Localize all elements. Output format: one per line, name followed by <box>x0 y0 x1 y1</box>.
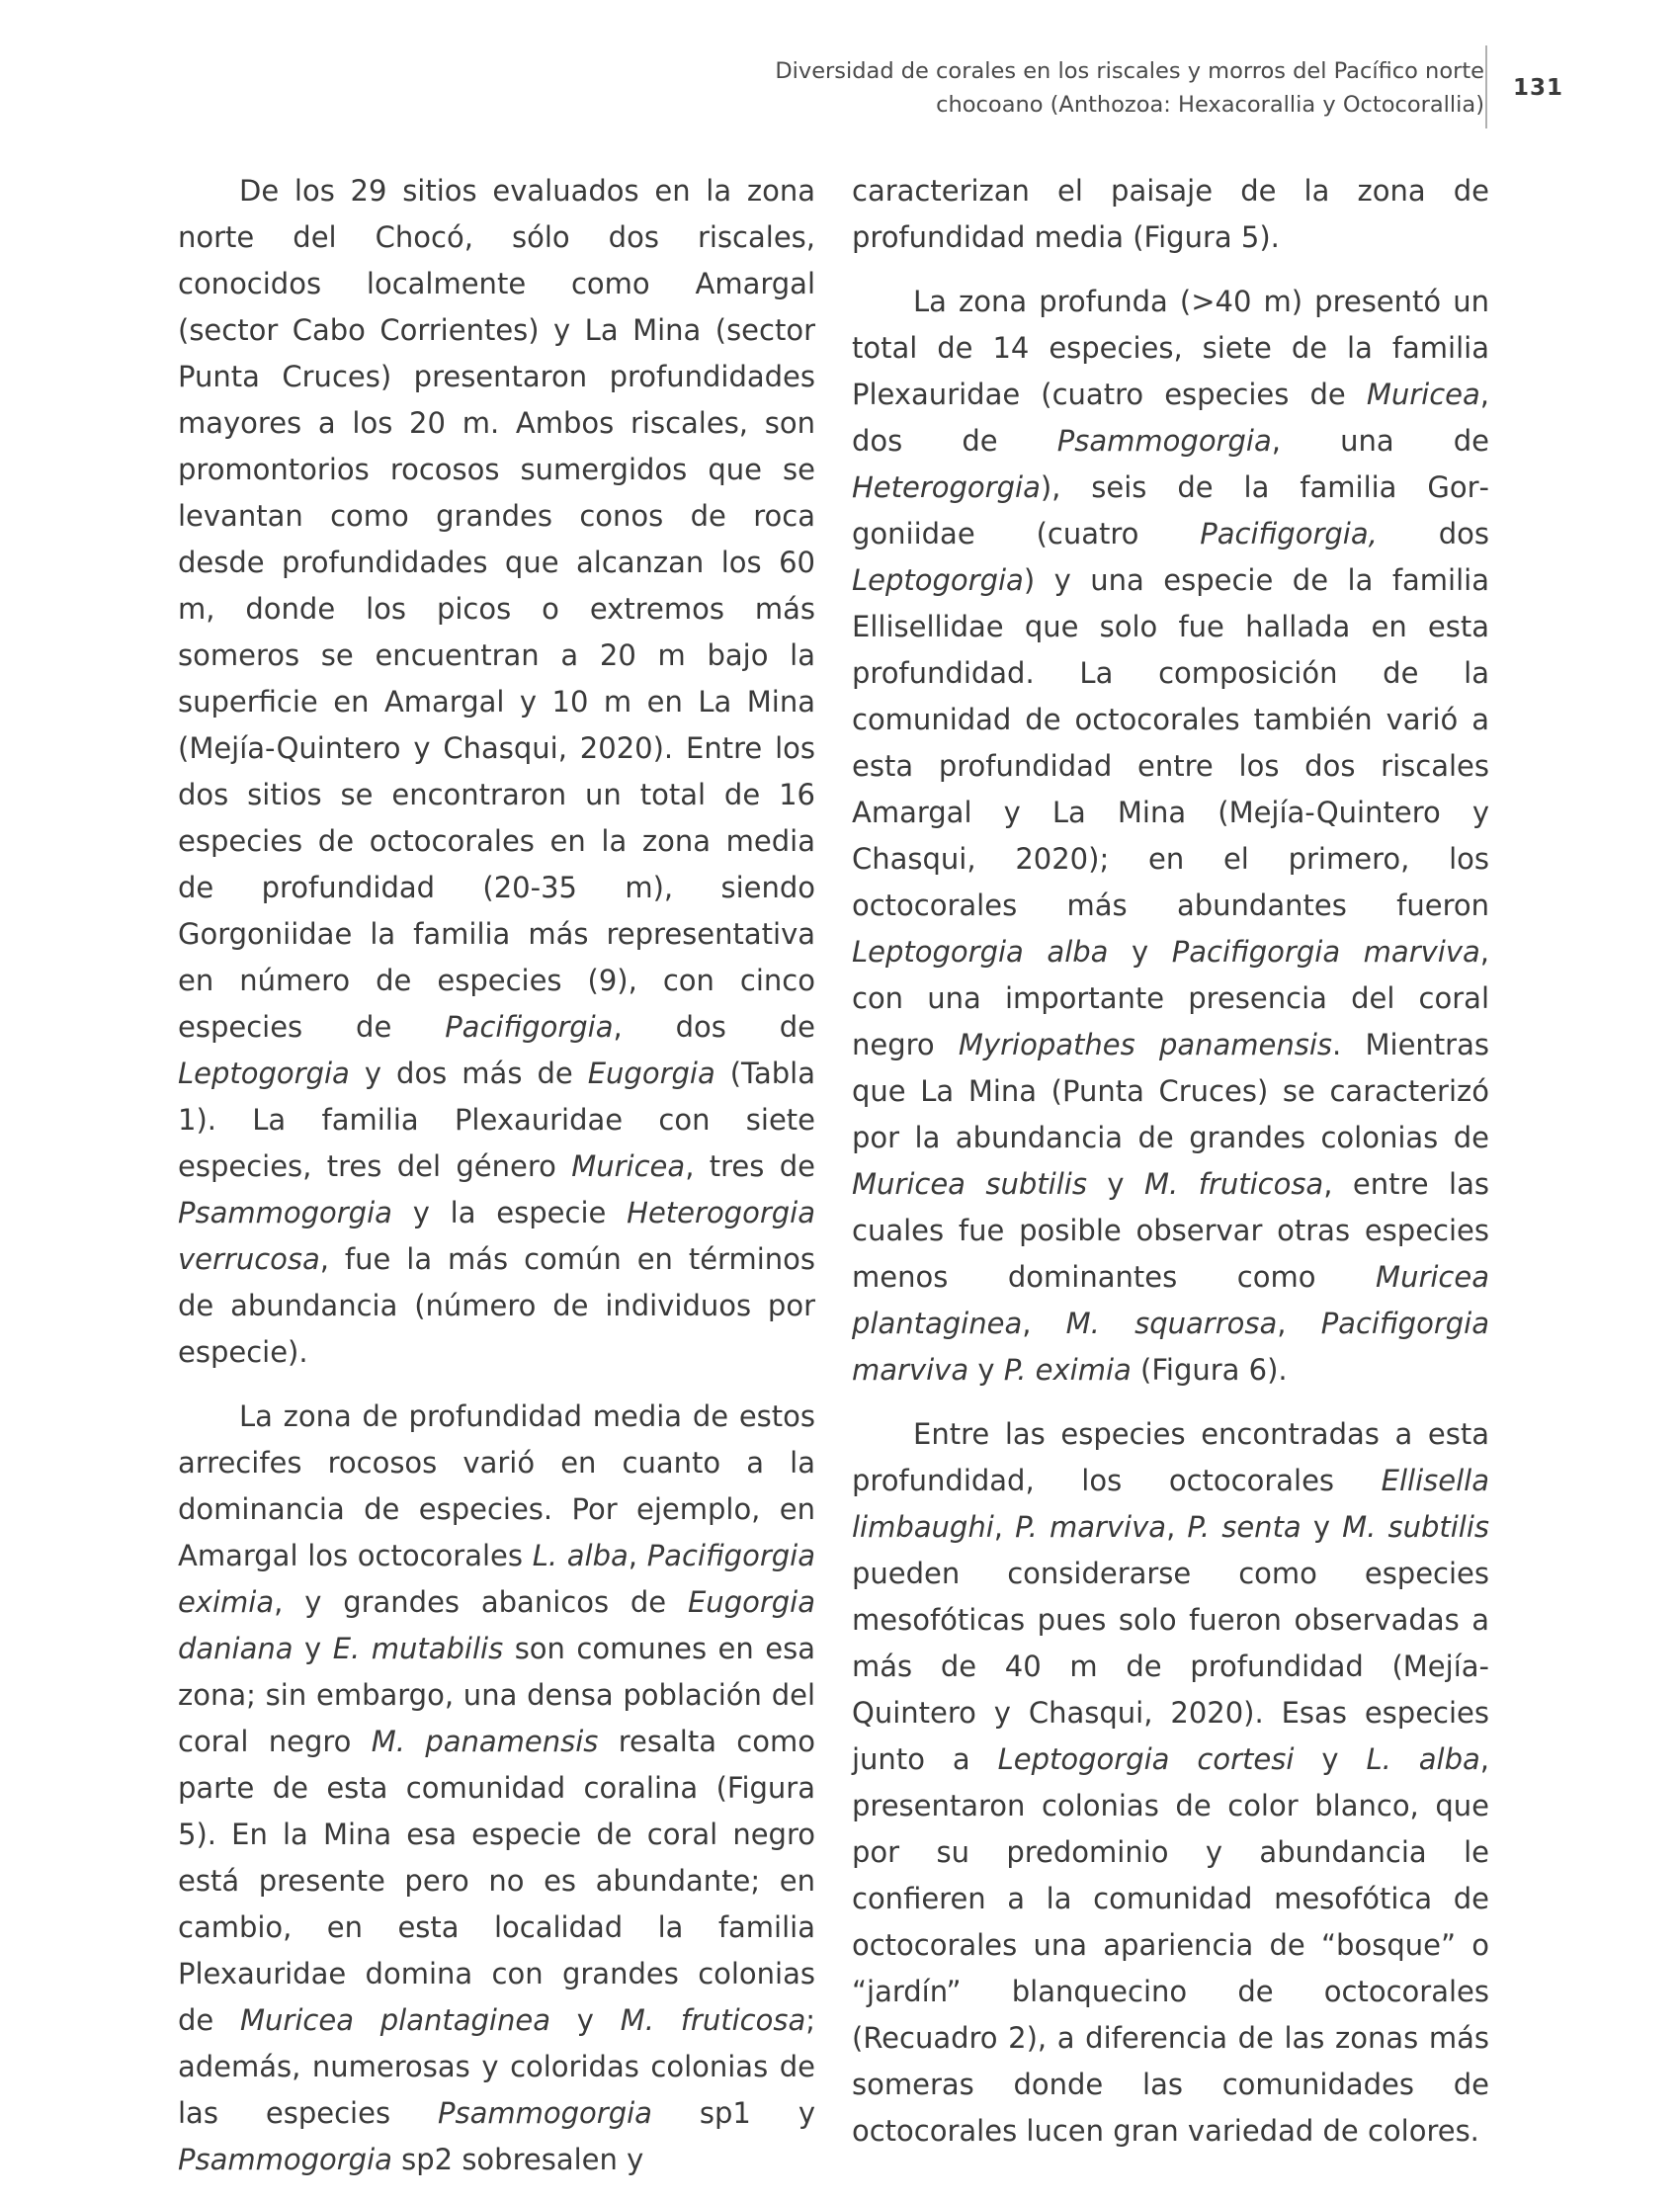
running-header-line-2: chocoano (Anthozoa: Hexacorallia y Octocorallia) <box>936 92 1484 118</box>
text-run: ) y una especie de la familia Ellisellidae que solo fue hallada en esta profundidad. La composición de la comunidad de octocorales también varió a esta profundidad entre los dos riscales Amargal y La Mina (Mejía-Quintero y Chasqui, 2020); en el primero, los octocorales más abundantes fueron <box>852 563 1489 922</box>
running-header <box>775 54 1484 122</box>
species-name: Psammogorgia <box>1056 424 1272 458</box>
species-name: M. squarrosa <box>1065 1307 1278 1340</box>
text-run: y <box>1086 1167 1144 1201</box>
text-run: y dos más de <box>349 1057 588 1090</box>
species-name: M. fruticosa <box>1144 1167 1324 1201</box>
text-run: , <box>993 1510 1016 1544</box>
paragraph <box>852 279 1489 1394</box>
text-run: , una de <box>1271 424 1489 458</box>
page-number: 131 <box>1513 75 1564 101</box>
species-name: Pacifigorgia <box>445 1010 614 1044</box>
species-name: Psammogorgia <box>438 2096 652 2130</box>
species-name: L. alba <box>1366 1742 1480 1776</box>
text-run: y <box>1301 1510 1343 1544</box>
species-name: M. subtilis <box>1342 1510 1490 1544</box>
text-run: , dos de <box>613 1010 816 1044</box>
species-name: Leptogorgia cortesi <box>997 1742 1295 1776</box>
text-run: dos <box>1377 517 1489 550</box>
species-name: Pacifigorgia marviva <box>1171 935 1480 969</box>
text-run: , <box>628 1539 647 1572</box>
text-run: La zona profunda (>40 m) presentó un total de 14 especies, siete de la familia Plexauridae (cuatro especies de <box>852 285 1489 411</box>
paragraph <box>178 1394 815 2183</box>
text-run: resalta como parte de esta comunidad coralina (Figura 5). En la Mina esa especie de coral negro está presente pero no es abundante; en cambio, en esta localidad la familia Plexauridae domina con grandes colonias de <box>178 1725 815 2037</box>
text-run: y <box>293 1632 333 1665</box>
text-run: y <box>1108 935 1172 969</box>
text-run: , y grandes abanicos de <box>274 1585 688 1619</box>
species-name: Eugorgia daniana <box>178 1585 815 1665</box>
text-run: y la especie <box>391 1196 628 1229</box>
text-run: son comunes en esa zona; sin embargo, una densa población del coral negro <box>178 1632 815 1758</box>
text-run: , <box>1022 1307 1066 1340</box>
running-header-line-1: Diversidad de corales en los riscales y morros del Pacífico norte <box>775 58 1484 84</box>
text-run: y <box>549 2003 621 2037</box>
species-name: P. eximia <box>1003 1353 1132 1387</box>
species-name: Muricea plantaginea <box>240 2003 550 2037</box>
text-run: ), seis de la familia Gorgoniidae (cuatro <box>852 470 1489 550</box>
species-name: M. panamensis <box>371 1725 599 1758</box>
text-run: , tres de <box>685 1149 815 1183</box>
text-run: pueden considerarse como especies mesofóticas pues solo fueron observadas a más de 40 m de profundidad (Mejía-Quintero y Chasqui, 2020). Esas especies junto a <box>852 1557 1489 1776</box>
species-name: Pacifigorgia, <box>1200 517 1378 550</box>
left-column <box>178 168 815 2201</box>
text-run: y <box>968 1353 1004 1387</box>
text-run: De los 29 sitios evaluados en la zona norte del Chocó, sólo dos riscales, conocidos localmente como Amargal (sector Cabo Corrientes) y La Mina (sector Punta Cruces) presentaron profundidades mayores a los 20 m. Ambos riscales, son promontorios rocosos sumergidos que se levantan como grandes conos de roca desde profundidades que alcanzan los 60 m, donde los picos o extremos más someros se encuentran a 20 m bajo la superficie en Amargal y 10 m en La Mina (Mejía-Quintero y Chasqui, 2020). Entre los dos sitios se encontraron un total de 16 especies de octocorales en la zona media de profundidad (20-35 m), siendo Gorgoniidae la familia más representativa en número de especies (9), con cinco especies de <box>178 174 815 1044</box>
species-name: Muricea subtilis <box>852 1167 1087 1201</box>
species-name: Leptogorgia alba <box>852 935 1109 969</box>
paragraph <box>852 168 1489 261</box>
text-run: , presentaron colonias de color blanco, que por su predominio y abundancia le confieren a la comunidad mesofótica de octocorales una apariencia de “bosque” o “jardín” blanquecino de octocorales (Recuadro 2), a diferencia de las zonas más someras donde las comunidades de octocorales lucen gran variedad de colores. <box>852 1742 1490 2148</box>
species-name: Psammogorgia <box>178 1196 392 1229</box>
paragraph <box>178 168 815 1376</box>
text-run: , <box>1166 1510 1188 1544</box>
species-name: Heterogorgia verrucosa <box>178 1196 815 1276</box>
paragraph <box>852 1411 1489 2155</box>
text-run: , fue la más común en términos de abundancia (número de individuos por especie). <box>178 1242 815 1369</box>
species-name: P. senta <box>1187 1510 1302 1544</box>
species-name: Eugorgia <box>587 1057 715 1090</box>
text-run: ; además, numerosas y coloridas colonias de las especies <box>178 2003 815 2130</box>
species-name: Muricea plantaginea <box>852 1260 1489 1340</box>
text-run: , <box>1277 1307 1321 1340</box>
species-name: Myriopathes panamensis <box>958 1028 1333 1061</box>
text-run: , dos de <box>852 378 1489 458</box>
text-run: , con una importante presencia del coral negro <box>852 935 1489 1061</box>
text-run: caracterizan el paisaje de la zona de profundidad media (Figura 5). <box>852 174 1489 254</box>
species-name: Pacifigorgia eximia <box>178 1539 815 1619</box>
species-name: P. marviva <box>1015 1510 1167 1544</box>
text-run: . Mientras que La Mina (Punta Cruces) se caracterizó por la abundancia de grandes colonias de <box>852 1028 1489 1154</box>
text-run: , entre las cuales fue posible observar otras especies menos dominantes como <box>852 1167 1489 1294</box>
right-column <box>852 168 1489 2172</box>
text-run: Entre las especies encontradas a esta profundidad, los octocorales <box>852 1417 1489 1497</box>
species-name: Heterogorgia <box>852 470 1041 504</box>
species-name: Muricea <box>1366 378 1480 411</box>
text-run: sp1 y <box>651 2096 815 2130</box>
species-name: Leptogorgia <box>852 563 1024 597</box>
species-name: Ellisella limbaughi <box>852 1464 1489 1544</box>
species-name: L. alba <box>532 1539 629 1572</box>
species-name: Leptogorgia <box>178 1057 350 1090</box>
species-name: Psammogorgia <box>178 2143 392 2176</box>
species-name: M. fruticosa <box>620 2003 806 2037</box>
text-run: y <box>1294 1742 1367 1776</box>
text-run: (Figura 6). <box>1131 1353 1288 1387</box>
species-name: Muricea <box>571 1149 686 1183</box>
text-run: (Tabla 1). La familia Plexauridae con siete especies, tres del género <box>178 1057 815 1183</box>
text-run: sp2 sobresalen y <box>391 2143 644 2176</box>
header-divider <box>1485 45 1487 128</box>
species-name: E. mutabilis <box>332 1632 504 1665</box>
species-name: Pacifigorgia marviva <box>852 1307 1489 1387</box>
text-run: La zona de profundidad media de estos arrecifes rocosos varió en cuanto a la dominancia de especies. Por ejemplo, en Amargal los octocorales <box>178 1399 815 1572</box>
